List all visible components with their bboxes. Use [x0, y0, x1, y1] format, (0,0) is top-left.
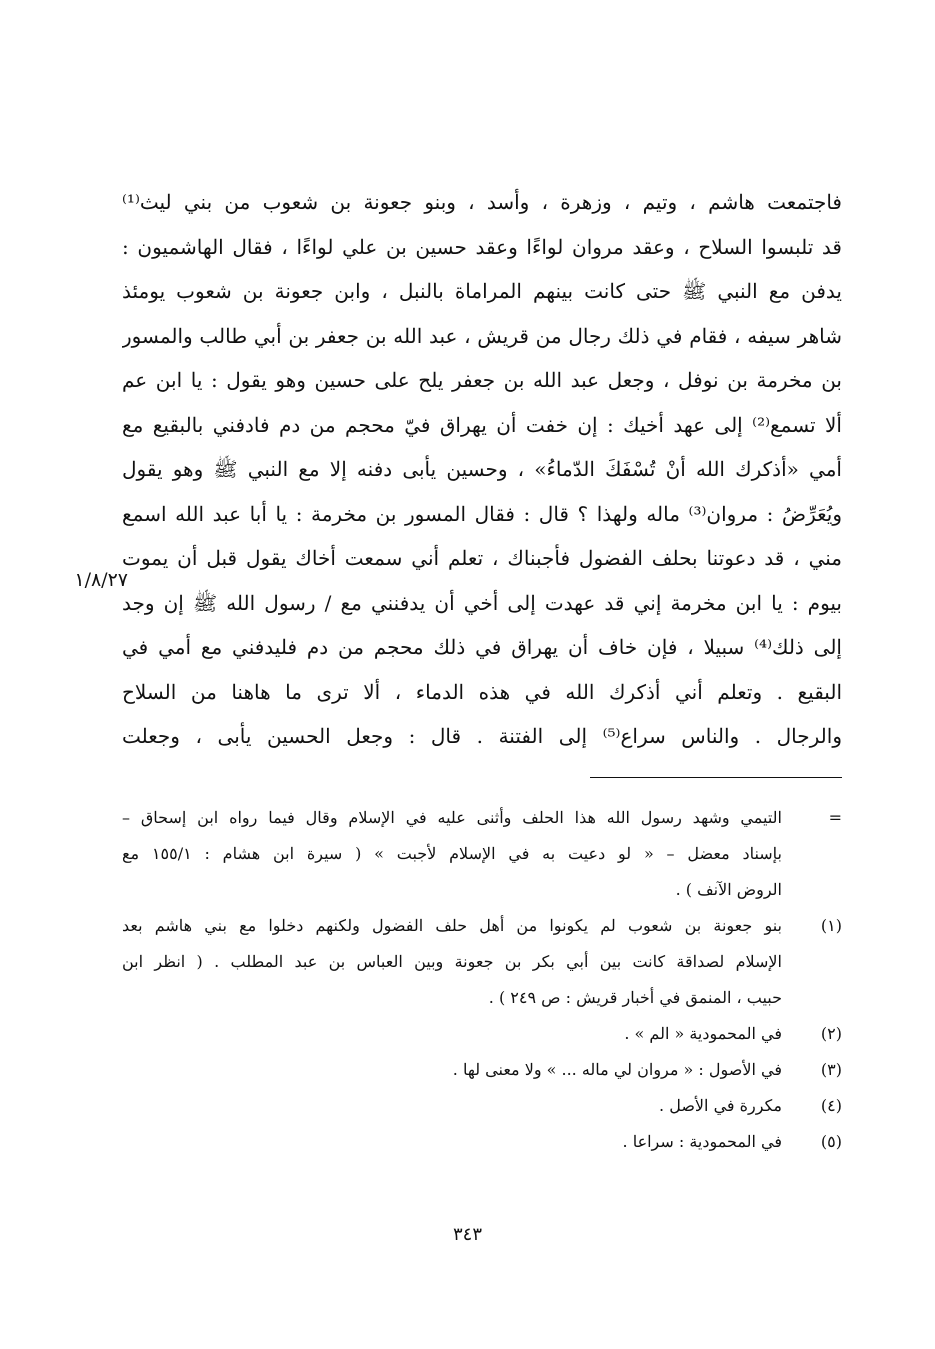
footnote-line: الإسلام لصداقة كانت بين أبي بكر بن جعونة وبين العباس بن عبد المطلب . ( انظر ابن — [122, 952, 782, 971]
text-line: يدفن مع النبي ﷺ حتى كانت بينهم المراماة بالنبل ، وابن جعونة بن شعوب يومئذ — [122, 279, 842, 303]
footnote-line: التيمي وشهد رسول الله هذا الحلف وأثنى عليه في الإسلام وقال فيما رواه ابن إسحاق – — [122, 808, 782, 827]
footnote-line: بنو جعونة بن شعوب لم يكونوا من أهل حلف الفضول ولكنهم دخلوا مع بني هاشم بعد — [122, 916, 782, 935]
text-line: ويُعَرِّضُ : مروان⁽³⁾ ماله ولهذا ؟ قال : فقال المسور بن مخرمة : يا أبا عبد الله اسمع — [122, 501, 842, 526]
page-number: ٣٤٣ — [452, 1224, 482, 1245]
text-line: قد تلبسوا السلاح ، وعقد مروان لواءًا وعقد حسين بن علي لواءًا ، فقال الهاشميون : — [122, 234, 842, 259]
footnote-marker: (٤) — [820, 1096, 842, 1115]
footnote-line: في المحمودية « الم » . — [624, 1024, 782, 1043]
text-line: فاجتمعت هاشم ، وتيم ، وزهرة ، وأسد ، وبنو جعونة بن شعوب من بني ليث⁽¹⁾ — [122, 190, 842, 214]
footnote-divider — [590, 777, 842, 778]
margin-reference: ١/٨/٢٧ — [74, 569, 128, 591]
footnote-line: في الأصول : « مروان لي ماله ... » ولا معنى لها . — [452, 1060, 782, 1079]
footnote-5 — [122, 1124, 842, 1160]
footnote-4 — [122, 1088, 842, 1124]
text-line: مني ، قد دعوتنا بحلف الفضول فأجبناك ، تعلم أني سمعت أخاك يقول قبل أن يموت — [122, 546, 842, 570]
footnote-line: حبيب ، المنمق في أخبار قريش : ص ٢٤٩ ) . — [488, 988, 782, 1007]
footnote-3 — [122, 1052, 842, 1088]
text-line: والرجال . والناس سراع⁽⁵⁾ إلى الفتنة . قال : وجعل الحسين يأبى ، وجعلت — [122, 724, 842, 748]
text-line: إلى ذلك⁽⁴⁾ سبيلا ، فإن خاف أن يهراق في ذلك محجم من دم فليدفني مع أمي في — [122, 635, 842, 659]
footnote-marker: = — [828, 808, 842, 827]
text-line: بن مخرمة بن نوفل ، وجعل عبد الله بن جعفر يلح على حسين وهو يقول : يا ابن عم — [122, 368, 842, 392]
footnote-marker: (١) — [820, 916, 842, 935]
footnote-line: بإسناد معضل – « لو دعيت به في الإسلام لأجبت » ( سيرة ابن هشام : ١٥٥/١ مع — [122, 844, 782, 863]
footnote-marker: (٥) — [820, 1132, 842, 1151]
footnote-continuation — [122, 800, 842, 908]
footnote-1 — [122, 908, 842, 1016]
footnote-marker: (٢) — [820, 1024, 842, 1043]
footnote-2 — [122, 1016, 842, 1052]
text-line: بيوم : يا ابن مخرمة إني قد عهدت إلى أخي أن يدفنني مع / رسول الله ﷺ إن وجد — [122, 590, 842, 615]
footnote-line: مكررة في الأصل . — [659, 1096, 782, 1115]
main-text — [122, 180, 842, 759]
text-line: البقيع . وتعلم أني أذكرك الله في هذه الدماء ، ألا ترى ما هاهنا من السلاح — [122, 679, 842, 704]
text-line: شاهر سيفه ، فقام في ذلك رجال من قريش ، عبد الله بن جعفر بن أبي طالب والمسور — [122, 323, 842, 348]
text-line: ألا تسمع⁽²⁾ إلى عهد أخيك : إن خفت أن يهراق فيّ محجم من دم فادفني بالبقيع مع — [122, 412, 842, 437]
text-line: أمي «أذكرك الله أنْ تُسْفَكَ الدّماءُ» ، وحسين يأبى دفنه إلا مع النبي ﷺ وهو يقول — [122, 457, 842, 481]
footnote-marker: (٣) — [820, 1060, 842, 1079]
footnote-line: في المحمودية : سراعا . — [622, 1132, 782, 1151]
footnote-line: الروض الآنف ) . — [675, 880, 782, 899]
footnotes — [122, 800, 842, 1160]
